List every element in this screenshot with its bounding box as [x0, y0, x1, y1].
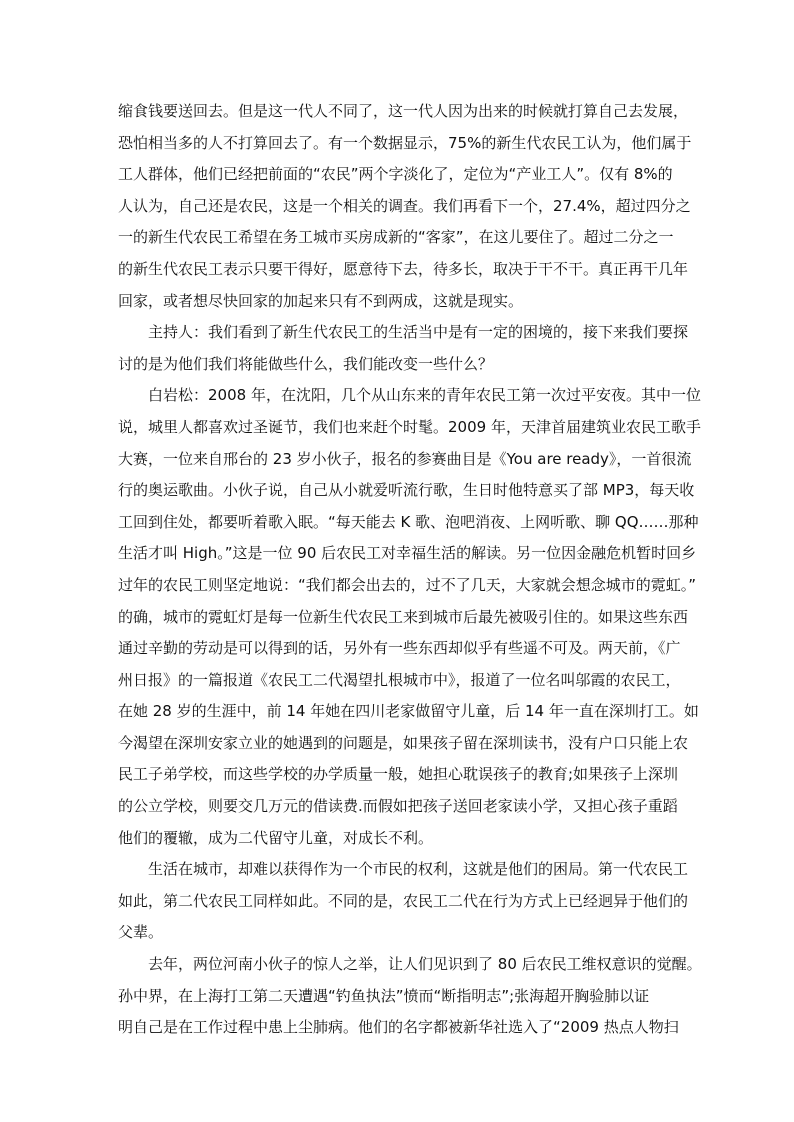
text-line: 通过辛勤的劳动是可以得到的话，另外有一些东西却似乎有些遥不可及。两天前，《广 [118, 639, 681, 658]
text-line: 讨的是为他们我们将能做些什么，我们能改变一些什么？ [118, 354, 494, 373]
text-line: 过年的农民工则坚定地说：“我们都会出去的，过不了几天，大家就会想念城市的霓虹。” [118, 575, 697, 594]
text-line: 去年，两位河南小伙子的惊人之举，让人们见识到了 80 后农民工维权意识的觉醒。 [148, 955, 702, 974]
text-line: 工回到住处，都要听着歌入眠。“每天能去 K 歌、泡吧消夜、上网听歌、聊 QQ……那种 [118, 512, 699, 531]
text-line: 说，城里人都喜欢过圣诞节，我们也来赶个时髦。2009 年，天津首届建筑业农民工歌手 [118, 417, 701, 436]
text-line: 工人群体，他们已经把前面的“农民”两个字淡化了，定位为“产业工人”。仅有 8%的 [118, 165, 673, 184]
paragraph [118, 317, 689, 380]
text-line: 大赛，一位来自邢台的 23 岁小伙子，报名的参赛曲目是《You are ready》，一首很流 [118, 449, 692, 468]
text-line: 一的新生代农民工希望在务工城市买房成新的“客家”，在这儿要住了。超过二分之一 [118, 228, 674, 247]
paragraph [118, 854, 689, 949]
text-line: 人认为，自己还是农民，这是一个相关的调查。我们再看下一个，27.4%，超过四分之 [118, 196, 691, 215]
paragraph [118, 949, 702, 1044]
text-line: 白岩松：2008 年，在沈阳，几个从山东来的青年农民工第一次过平安夜。其中一位 [148, 386, 701, 405]
text-line: 今渴望在深圳安家立业的她遇到的问题是，如果孩子留在深圳读书，没有户口只能上农 [118, 733, 689, 752]
text-line: 生活在城市，却难以获得作为一个市民的权利，这就是他们的困局。第一代农民工 [148, 860, 689, 879]
text-line: 的新生代农民工表示只要干得好，愿意待下去，待多长，取决于干不干。真正再干几年 [118, 259, 689, 278]
text-line: 生活才叫 High。”这是一位 90 后农民工对幸福生活的解读。另一位因金融危机暂时回乡 [118, 544, 697, 563]
text-line: 他们的覆辙，成为二代留守儿童，对成长不利。 [118, 828, 434, 847]
text-line: 州日报》的一篇报道《农民工二代渴望扎根城市中》，报道了一位名叫邬霞的农民工， [118, 670, 681, 689]
document-body-text [118, 96, 702, 1044]
text-line: 缩食钱要送回去。但是这一代人不同了，这一代人因为出来的时候就打算自己去发展， [118, 102, 689, 120]
paragraph [118, 96, 692, 317]
text-line: 父辈。 [118, 923, 164, 942]
paragraph [118, 380, 701, 854]
text-line: 回家，或者想尽快回家的加起来只有不到两成，这就是现实。 [118, 291, 524, 310]
text-line: 明自己是在工作过程中患上尘肺病。他们的名字都被新华社选入了“2009 热点人物扫 [118, 1018, 679, 1037]
text-line: 的公立学校，则要交几万元的借读费.而假如把孩子送回老家读小学，又担心孩子重蹈 [118, 797, 678, 816]
text-line: 恐怕相当多的人不打算回去了。有一个数据显示，75%的新生代农民工认为，他们属于 [118, 133, 692, 152]
text-line: 民工子弟学校，而这些学校的办学质量一般，她担心耽误孩子的教育;如果孩子上深圳 [118, 765, 679, 784]
text-line: 的确，城市的霓虹灯是每一位新生代农民工来到城市后最先被吸引住的。如果这些东西 [118, 607, 689, 626]
text-line: 行的奥运歌曲。小伙子说，自己从小就爱听流行歌，生日时他特意买了部 MP3，每天收 [118, 481, 695, 500]
text-line: 在她 28 岁的生涯中，前 14 年她在四川老家做留守儿童，后 14 年一直在深圳打工。如 [118, 702, 699, 721]
text-line: 如此，第二代农民工同样如此。不同的是，农民工二代在行为方式上已经迥异于他们的 [118, 891, 689, 910]
text-line: 主持人：我们看到了新生代农民工的生活当中是有一定的困境的，接下来我们要探 [148, 323, 689, 342]
text-line: 孙中界，在上海打工第二天遭遇“钓鱼执法”愤而“断指明志”;张海超开胸验肺以证 [118, 986, 650, 1005]
